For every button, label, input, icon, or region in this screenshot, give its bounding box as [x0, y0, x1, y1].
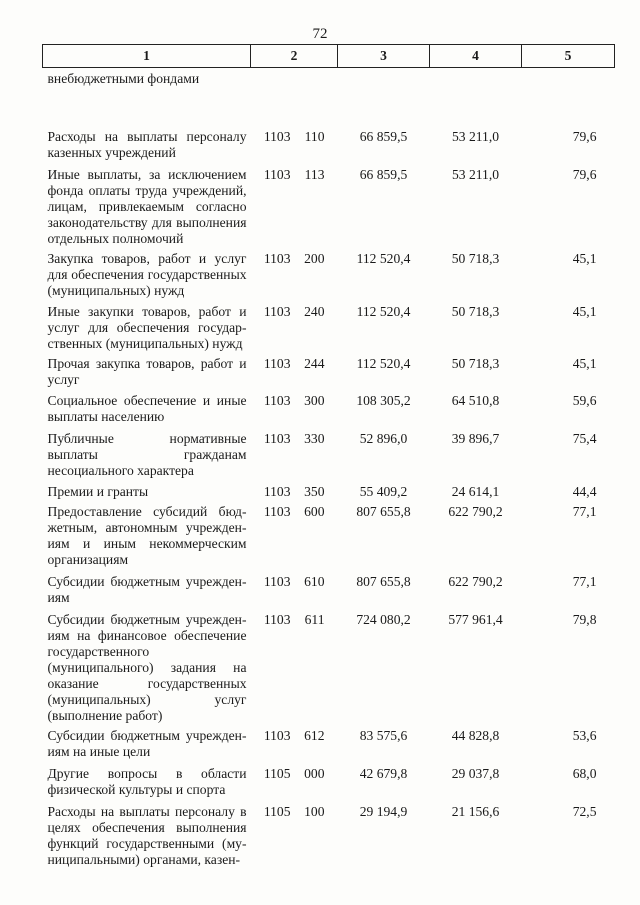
row-code [251, 608, 338, 724]
plan-value: 42 679,8 [359, 765, 408, 781]
row-name: Публичные нормативные выплаты гражданам несоциального характера [47, 430, 247, 478]
table-row [43, 247, 615, 300]
row-name: Иные выплаты, за исключением фонда оплаты труда учреждений, лицам, привлекаемым согласно законодательству для выполнения отдельных полномочий [47, 166, 247, 246]
expense-type-code: 612 [304, 727, 325, 743]
plan-value: 52 896,0 [359, 430, 408, 446]
section-code: 1103 [263, 430, 291, 446]
row-code [251, 389, 338, 427]
section-code: 1103 [263, 573, 291, 589]
expense-type-code: 611 [304, 611, 325, 627]
table-row [43, 352, 615, 389]
fact-value: 29 037,8 [451, 765, 500, 781]
fact-value: 622 790,2 [448, 503, 503, 519]
row-name: Расходы на выплаты персоналу в целях обеспечения выполнения функций государственными (муниципальными) органами, казен- [47, 803, 247, 867]
table-row [43, 608, 615, 724]
percent-value: 79,6 [572, 166, 597, 182]
row-name: Субсидии бюджетным учреждениям на иные цели [47, 727, 247, 759]
header-row [43, 45, 615, 68]
table-row [43, 800, 615, 880]
plan-value: 66 859,5 [359, 166, 408, 182]
percent-value: 79,8 [572, 611, 597, 627]
row-code [251, 300, 338, 352]
row-name: Закупка товаров, работ и услуг для обеспечения государственных (муниципальных) нужд [47, 250, 247, 298]
page-number: 72 [312, 26, 328, 42]
percent-value: 77,1 [572, 503, 597, 519]
continuation-text: внебюджетными фондами [47, 71, 200, 86]
table-row [43, 300, 615, 352]
row-code [251, 125, 338, 163]
plan-value: 108 305,2 [356, 392, 411, 408]
row-name: Другие вопросы в области физической культуры и спорта [47, 765, 247, 797]
row-code [251, 800, 338, 880]
fact-value: 44 828,8 [451, 727, 500, 743]
table-body [43, 68, 615, 880]
row-code [251, 427, 338, 480]
header-col-5: 5 [522, 45, 615, 68]
budget-table [42, 44, 615, 880]
header-col-2: 2 [251, 45, 338, 68]
row-name: Субсидии бюджетным учреждениям [47, 573, 247, 605]
percent-value: 68,0 [572, 765, 597, 781]
percent-value: 44,4 [572, 483, 597, 499]
table-header [43, 45, 615, 68]
expense-type-code: 113 [304, 166, 325, 182]
plan-value: 55 409,2 [359, 483, 408, 499]
percent-value: 72,5 [572, 803, 597, 819]
row-code [251, 163, 338, 247]
row-name: Социальное обеспечение и иные выплаты населению [47, 392, 247, 424]
percent-value: 77,1 [572, 573, 597, 589]
row-name: Субсидии бюджетным учреждениям на финансовое обеспечение государственного (муниципального) задания на оказание государственных (муниципальных) услуг (выполнение работ) [47, 611, 247, 723]
table-row [43, 389, 615, 427]
fact-value: 50 718,3 [451, 250, 500, 266]
fact-value: 64 510,8 [451, 392, 500, 408]
row-code [251, 762, 338, 800]
plan-value: 83 575,6 [359, 727, 408, 743]
percent-value: 45,1 [572, 355, 597, 371]
section-code: 1103 [263, 166, 291, 182]
expense-type-code: 000 [304, 765, 325, 781]
continuation-row [43, 68, 615, 125]
row-code [251, 570, 338, 608]
row-code [251, 247, 338, 300]
fact-value: 21 156,6 [451, 803, 500, 819]
plan-value: 112 520,4 [356, 250, 411, 266]
header-col-3: 3 [338, 45, 430, 68]
table-row [43, 762, 615, 800]
row-name: Премии и гранты [47, 483, 149, 499]
plan-value: 724 080,2 [356, 611, 411, 627]
expense-type-code: 110 [304, 128, 325, 144]
fact-value: 622 790,2 [448, 573, 503, 589]
expense-type-code: 244 [304, 355, 325, 371]
expense-type-code: 610 [304, 573, 325, 589]
plan-value: 807 655,8 [356, 503, 411, 519]
section-code: 1103 [263, 392, 291, 408]
expense-type-code: 100 [304, 803, 325, 819]
table-row [43, 480, 615, 500]
expense-type-code: 330 [304, 430, 325, 446]
fact-value: 39 896,7 [451, 430, 500, 446]
header-col-4: 4 [430, 45, 522, 68]
table-row [43, 500, 615, 570]
fact-value: 53 211,0 [451, 128, 500, 144]
section-code: 1103 [263, 128, 291, 144]
percent-value: 53,6 [572, 727, 597, 743]
percent-value: 75,4 [572, 430, 597, 446]
section-code: 1103 [263, 727, 291, 743]
fact-value: 24 614,1 [451, 483, 500, 499]
section-code: 1103 [263, 355, 291, 371]
plan-value: 807 655,8 [356, 573, 411, 589]
table-row [43, 427, 615, 480]
expense-type-code: 200 [304, 250, 325, 266]
fact-value: 50 718,3 [451, 303, 500, 319]
section-code: 1103 [263, 250, 291, 266]
percent-value: 59,6 [572, 392, 597, 408]
expense-type-code: 240 [304, 303, 325, 319]
row-name: Расходы на выплаты персоналу казенных учреждений [47, 128, 247, 160]
header-col-1: 1 [43, 45, 251, 68]
section-code: 1103 [263, 303, 291, 319]
table-row [43, 724, 615, 762]
percent-value: 45,1 [572, 250, 597, 266]
section-code: 1103 [263, 503, 291, 519]
plan-value: 66 859,5 [359, 128, 408, 144]
percent-value: 79,6 [572, 128, 597, 144]
row-code [251, 480, 338, 500]
expense-type-code: 300 [304, 392, 325, 408]
section-code: 1105 [263, 803, 291, 819]
table-row [43, 125, 615, 163]
row-name: Предоставление субсидий бюджетным, автономным учреждениям и иным некоммерческим организациям [47, 503, 247, 567]
section-code: 1105 [263, 765, 291, 781]
expense-type-code: 350 [304, 483, 325, 499]
section-code: 1103 [263, 611, 291, 627]
fact-value: 577 961,4 [448, 611, 503, 627]
row-name: Прочая закупка товаров, работ и услуг [47, 355, 247, 387]
percent-value: 45,1 [572, 303, 597, 319]
section-code: 1103 [263, 483, 291, 499]
row-code [251, 500, 338, 570]
plan-value: 29 194,9 [359, 803, 408, 819]
plan-value: 112 520,4 [356, 355, 411, 371]
fact-value: 50 718,3 [451, 355, 500, 371]
fact-value: 53 211,0 [451, 166, 500, 182]
row-name: Иные закупки товаров, работ и услуг для обеспечения государственных (муниципальных) нужд [47, 303, 247, 351]
expense-type-code: 600 [304, 503, 325, 519]
plan-value: 112 520,4 [356, 303, 411, 319]
row-code [251, 352, 338, 389]
table-row [43, 163, 615, 247]
table-row [43, 570, 615, 608]
row-code [251, 724, 338, 762]
